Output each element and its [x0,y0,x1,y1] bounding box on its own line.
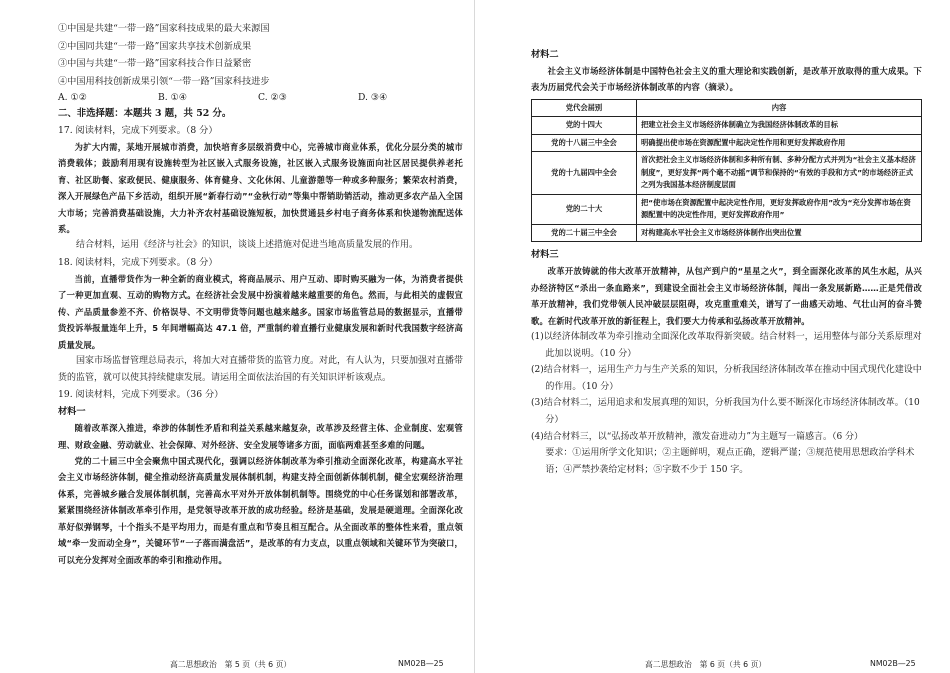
option-3: ③中国与共建“一带一路”国家科技合作日益紧密 [58,58,252,69]
material-1-paragraph-2: 党的二十届三中全会聚焦中国式现代化，强调以经济体制改革为牵引推动全面深化改革，构建高水平社会主义市场经济体制，健全推动经济高质量发展体制机制，构建支持全面创新体制机制，健全宏观经济治理体系，完善城乡融合发展体制机制，完善高水平对外开放体制机制等。围绕党的中心任务谋划和部署改革，紧紧围绕经济体制改革牵引作用，是党领导改革开放的成功经验。经济是基础，发展是硬道理。全面深化改革好似弹钢琴，十个指头不是平均用力，而是有重点和节奏且相互配合。从全面改革的整体性来看，重点领域“牵一发而动全身”，关键环节“一子落而满盘活”，是改革的有力支点，以重点领域和关键环节为突破口，可以充分发挥对全面改革的牵引和推动作用。 [58,456,463,565]
answer-choices [58,90,463,106]
page-5-footer-code: NM02B—25 [398,659,444,668]
choice-a: A. ①② [58,92,87,103]
option-1: ①中国是共建“一带一路”国家科技成果的最大来源国 [58,23,270,34]
reform-content-table [531,99,922,243]
choice-c: C. ②③ [258,92,288,103]
option-4: ④中国用科技创新成果引领“一带一路”国家科技进步 [58,75,270,87]
question-19-title: 19. 阅读材料，完成下列要求。（36 分） [58,389,224,401]
question-18-task: 国家市场监督管理总局表示，将加大对直播带货的监管力度。对此，有人认为，只要加强对直播带货的监管，就可以使其持续健康发展。请运用全面依法治国的有关知识评析该观点。 [58,356,464,383]
table-cell-content: 首次把社会主义市场经济体制和多种所有制、多种分配方式并列为“社会主义基本经济制度”，更好发挥“两个毫不动摇”调节和保持的“有效的手段和方式”的市场经济正式之列为我国基本经济制度层面 [637,152,922,195]
material-2-label: 材料二 [531,49,559,60]
table-cell-session: 党的十九届四中全会 [532,152,637,195]
table-cell-session: 党的十四大 [532,117,637,135]
material-1-paragraph-1: 随着改革深入推进，牵涉的体制性矛盾和利益关系越来越复杂，改革涉及经营主体、企业制度、宏观管理、财政金融、劳动就业、社会保障、对外经济、安全发展等诸多方面，面临两难甚至多难的问题。 [58,423,463,450]
question-18-material: 当前，直播带货作为一种全新的商业模式，将商品展示、用户互动、即时购买融为一体，为消费者提供了一种更加直观、互动的购物方式。在经济社会发展中扮演着越来越重要的角色。然而，与此相关的虚假宣传、产品质量参差不齐、价格误导、不文明带货等问题也越来越多。国家市场监管总局的数据显示，直播带货投诉举报量连年上升，5 年间增幅高达 47.1 倍，严重制约着直播行业健康发展和新时代我国数字经济高质量发展。 [58,274,463,350]
page-6-footer-title: 高二思想政治 第 6 页（共 6 页） [645,660,767,669]
table-row [532,152,922,195]
subquestion-3: (3)结合材料二，运用追求和发展真理的知识，分析我国为什么要不断深化市场经济体制改革。（10 分） [531,398,920,425]
essay-requirements: 要求：①运用所学文化知识；②主题鲜明，观点正确，逻辑严谨；③规范使用思想政治学科术语；④严禁抄袭给定材料；⑤字数不少于 150 字。 [545,448,915,475]
table-header-row [532,99,922,117]
choice-d: D. ③④ [358,92,388,103]
material-3-label: 材料三 [531,249,559,261]
question-17-title: 17. 阅读材料，完成下列要求。（8 分） [58,125,218,136]
option-2: ②中国同共建“一带一路”国家共享技术创新成果 [58,40,252,52]
question-17-task: 结合材料，运用《经济与社会》的知识，谈谈上述措施对促进当地高质量发展的作用。 [76,240,419,251]
subquestion-1: (1)以经济体制改革为牵引推动全面深化改革取得新突破。结合材料一，运用整体与部分关系原理对此加以说明。（10 分） [531,331,922,359]
table-cell-content: 把建立社会主义市场经济体制确立为我国经济体制改革的目标 [637,117,922,135]
material-3-text: 改革开放铸就的伟大改革开放精神，从包产到户的“星星之火”，到全面深化改革的风生水起，从兴办经济特区“杀出一条血路来”，到建设全面社会主义市场经济体制，闯出一条发展新路……正是凭借改革开放精神，我们党带领人民冲破层层阻碍，攻克重重难关，谱写了一曲感天动地、气壮山河的奋斗赞歌。在新时代改革开放的新征程上，我们要大力传承和弘扬改革开放精神。 [531,266,922,326]
table-cell-session: 党的十八届三中全会 [532,134,637,152]
table-header-content: 内容 [637,99,922,117]
table-row [532,134,922,152]
page-6-footer-code: NM02B—25 [870,659,916,668]
table-cell-content: 对构建高水平社会主义市场经济体制作出突出位置 [637,224,922,242]
page-5-footer-title: 高二思想政治 第 5 页（共 6 页） [170,660,292,669]
table-row [532,117,922,135]
material-1-label: 材料一 [58,406,86,418]
subquestion-4: (4)结合材料三，以“弘扬改革开放精神，激发奋进动力”为主题写一篇感言。（6 分） [531,431,864,442]
question-17-material: 为扩大内需，某地开展城市消费，加快培育多层级消费中心，完善城市商业体系，优化分层分类的城市消费载体；鼓励利用现有设施转型为社区嵌入式服务设施，社区嵌入式服务设施面向社区居民提供养老托育、社区助餐、家政便民、健康服务、体育健身、文化休闲、儿童游憩等一种或多种服务；繁荣农村消费，深入开展绿色产品下乡活动，组织开展“新春行动”“金秋行动”等集中帮销助销活动，推动更多农产品入全国大市场；完善消费基础设施，大力补齐农村基础设施短板，加快贯通县乡村电子商务体系和快递物流配送体系。 [58,142,463,235]
table-cell-session: 党的二十届三中全会 [532,224,637,242]
section-title: 二、非选择题：本题共 3 题，共 52 分。 [58,108,232,119]
subquestion-2: (2)结合材料一，运用生产力与生产关系的知识，分析我国经济体制改革在推动中国式现代化建设中的作用。（10 分） [531,365,922,392]
choice-b: B. ①④ [158,92,188,103]
table-header-session: 党代会届别 [532,99,637,117]
material-2-intro: 社会主义市场经济体制是中国特色社会主义的重大理论和实践创新，是改革开放取得的重大成果。下表为历届党代会关于市场经济体制改革的内容（摘录）。 [531,66,922,93]
exam-page-6 [475,0,950,673]
table-cell-session: 党的二十大 [532,194,637,224]
question-18-title: 18. 阅读材料，完成下列要求。（8 分） [58,257,218,269]
table-row [532,224,922,242]
table-cell-content: 明确提出使市场在资源配置中起决定性作用和更好发挥政府作用 [637,134,922,152]
table-row [532,194,922,224]
table-cell-content: 把“使市场在资源配置中起决定性作用，更好发挥政府作用”改为“充分发挥市场在资源配置中的决定性作用，更好发挥政府作用” [637,194,922,224]
